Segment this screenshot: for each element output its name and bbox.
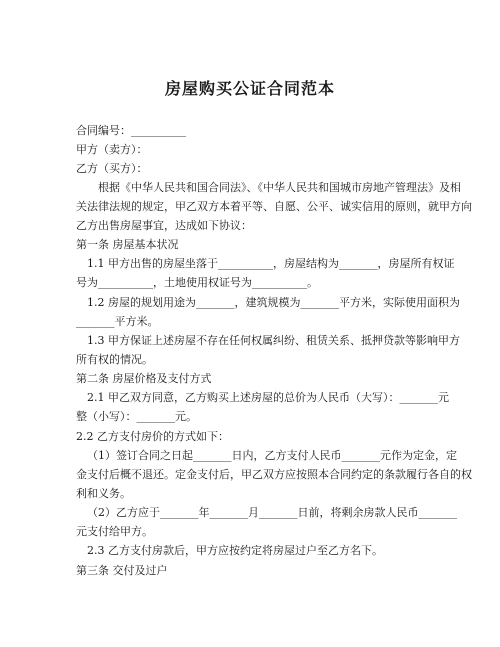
clause-line: （2）乙方应于_______年_______月_______日前，将剩余房款人民币_______: [87, 506, 457, 519]
clause-line: 金支付后概不退还。定金支付后，甲乙双方应按照本合同约定的条款履行各自的权: [76, 468, 472, 481]
clause-line: 1.2 房屋的规划用途为_______，建筑规模为_______平方米，实际使用面积为: [87, 296, 460, 309]
clause-line: 2.1 甲乙双方同意，乙方购买上述房屋的总价为人民币（大写）：_______元: [87, 391, 449, 404]
clause-line: 2.3 乙方支付房款后，甲方应按约定将房屋过户至乙方名下。: [87, 544, 383, 557]
party-b-line: 乙方（买方）：: [76, 162, 148, 175]
preamble-line: 乙方出售房屋事宜，达成如下协议：: [76, 219, 252, 232]
clause-line: 号为__________，土地使用权证号为__________。: [76, 276, 318, 289]
clause-line: 2.2 乙方支付房价的方式如下：: [76, 430, 229, 443]
article-2-heading: 第二条 房屋价格及支付方式: [76, 372, 212, 385]
clause-line: 所有权的情况。: [76, 353, 153, 366]
clause-line: （1）签订合同之日起_______日内，乙方支付人民币_______元作为定金，定: [87, 449, 457, 462]
clause-line: 整（小写）：_______元。: [76, 410, 197, 423]
document-title: 房屋购买公证合同范本: [164, 79, 335, 98]
party-a-line: 甲方（卖方）：: [76, 143, 148, 156]
clause-line: _______平方米。: [76, 315, 159, 328]
clause-line: 元支付给甲方。: [76, 525, 153, 538]
article-1-heading: 第一条 房屋基本状况: [76, 238, 179, 251]
preamble-line: 根据《中华人民共和国合同法》、《中华人民共和国城市房地产管理法》及相: [98, 181, 461, 194]
article-3-heading: 第三条 交付及过户: [76, 564, 168, 577]
preamble-line: 关法律法规的规定，甲乙双方本着平等、自愿、公平、诚实信用的原则，就甲方向: [76, 200, 472, 213]
clause-line: 1.3 甲方保证上述房屋不存在任何权属纠纷、租赁关系、抵押贷款等影响甲方: [87, 334, 460, 347]
clause-line: 1.1 甲方出售的房屋坐落于__________，房屋结构为_______，房屋所有权证: [87, 257, 455, 270]
contract-number-line: 合同编号：__________: [76, 124, 186, 137]
clause-line: 利和义务。: [76, 487, 131, 500]
